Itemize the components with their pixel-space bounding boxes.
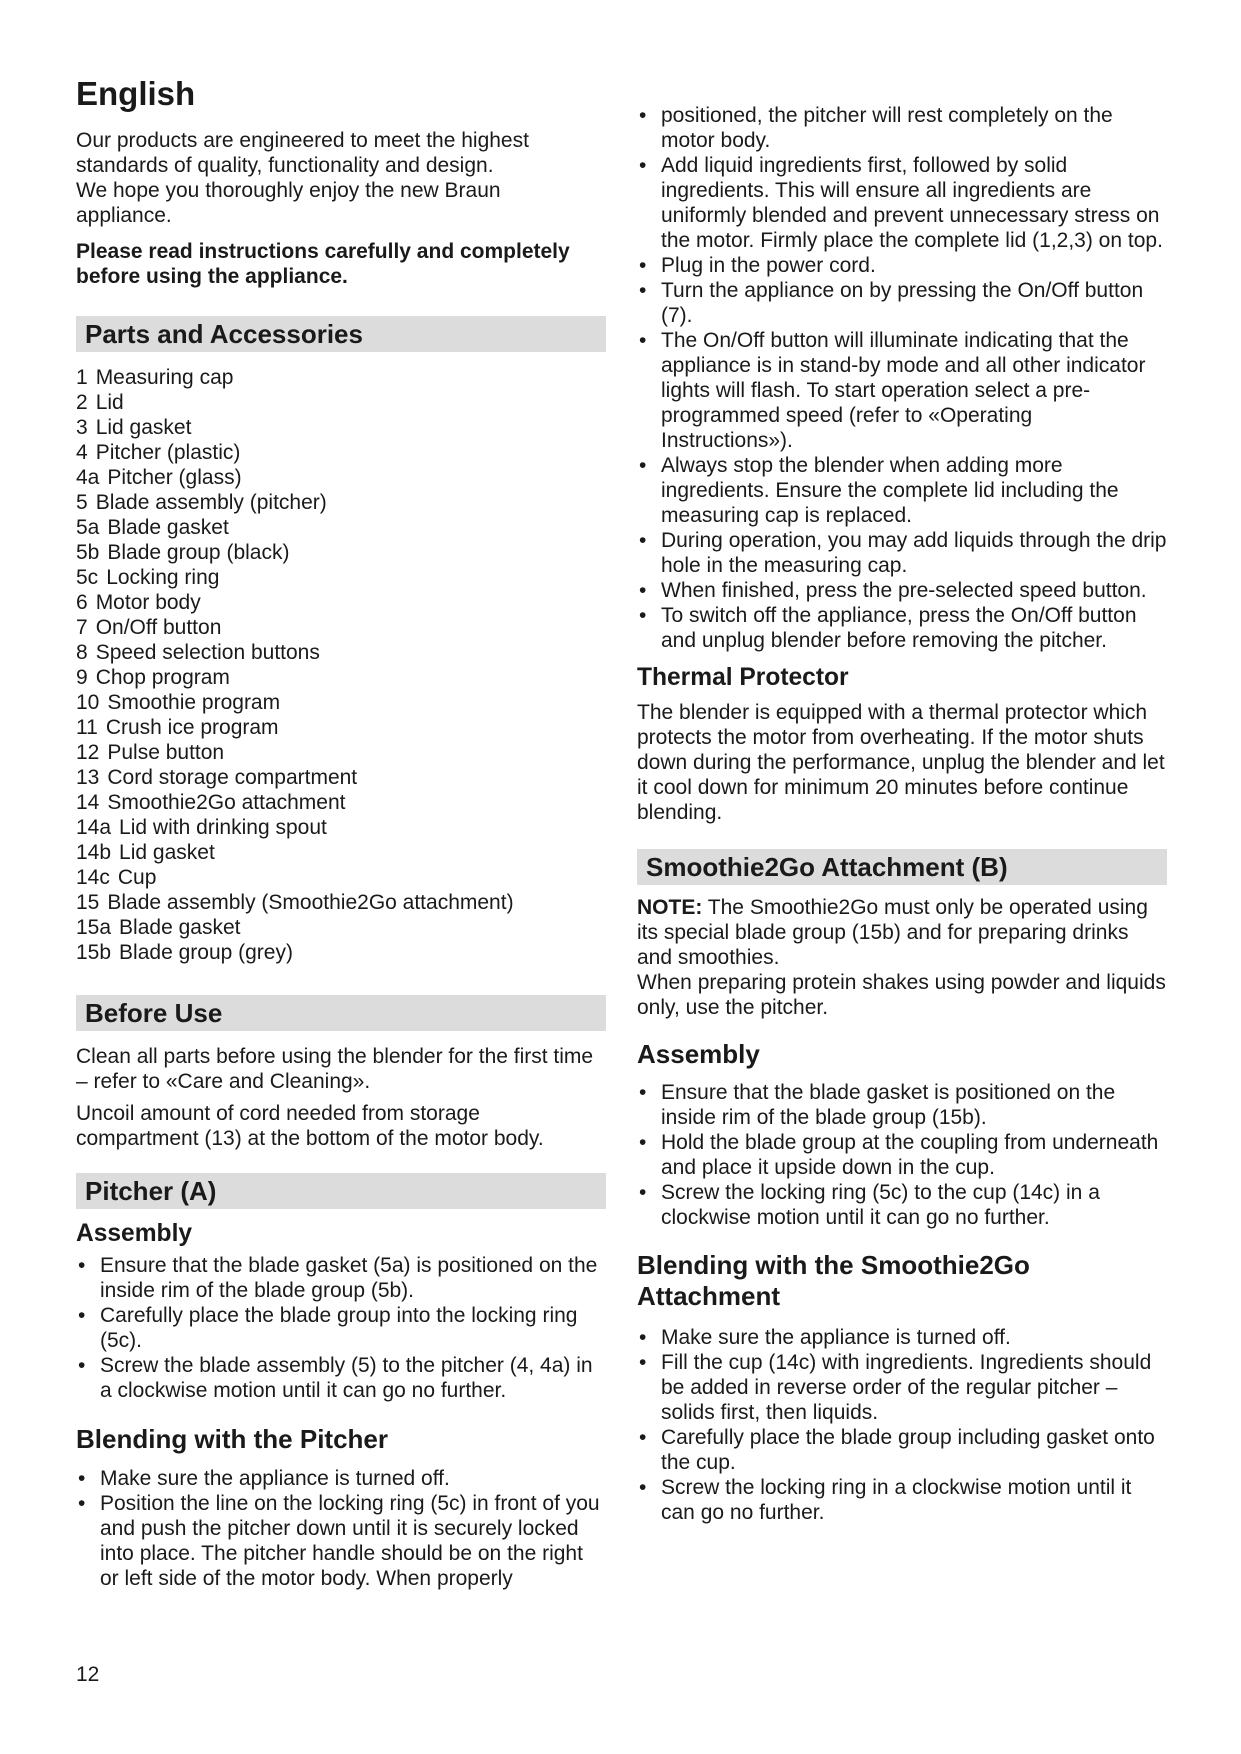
part-number: 3 xyxy=(76,416,88,439)
note-text: The Smoothie2Go must only be operated using its special blade group (15b) and for preparing drinks and smoothies. xyxy=(637,896,1148,969)
list-item: • The On/Off button will illuminate indicating that the appliance is in stand-by mode and all other indicator lights will flash. To start operation select a pre-programmed speed (refer to «Operating Instructions»). xyxy=(637,328,1167,453)
smoothie2go-assembly-heading: Assembly xyxy=(637,1039,760,1069)
intro-line: We hope you thoroughly enjoy the new Braun xyxy=(76,179,501,202)
part-label: Chop program xyxy=(95,666,230,689)
parts-list-item xyxy=(76,740,606,765)
list-item: • Screw the blade assembly (5) to the pitcher (4, 4a) in a clockwise motion until it can go no further. xyxy=(76,1353,606,1403)
part-label: Lid gasket xyxy=(119,841,215,864)
part-label: Cord storage compartment xyxy=(107,766,358,789)
parts-list-item xyxy=(76,940,606,965)
left-column xyxy=(76,128,606,1591)
part-label: Pulse button xyxy=(107,741,225,764)
part-number: 15 xyxy=(76,891,100,914)
part-number: 15a xyxy=(76,916,112,939)
part-number: 5b xyxy=(76,541,100,564)
note-label: NOTE: xyxy=(637,896,703,919)
list-item: • Add liquid ingredients first, followed by solid ingredients. This will ensure all ingredients are uniformly blended and prevent unnecessary stress on the motor. Firmly place the complete lid (1,2,3) on top. xyxy=(637,153,1167,253)
parts-list-item xyxy=(76,865,606,890)
part-number: 4a xyxy=(76,466,100,489)
part-label: Cup xyxy=(117,866,157,889)
parts-list-item xyxy=(76,815,606,840)
part-label: Measuring cap xyxy=(95,366,234,389)
parts-list-item xyxy=(76,590,606,615)
parts-list-item xyxy=(76,790,606,815)
part-label: Blade group (grey) xyxy=(119,941,293,964)
parts-list-item xyxy=(76,490,606,515)
part-number: 5a xyxy=(76,516,100,539)
parts-list xyxy=(76,365,606,965)
intro-line: appliance. xyxy=(76,204,172,227)
parts-list-item xyxy=(76,365,606,390)
list-item: • Plug in the power cord. xyxy=(637,253,1167,278)
blending-pitcher-heading: Blending with the Pitcher xyxy=(76,1424,389,1454)
list-item: • Screw the locking ring in a clockwise motion until it can go no further. xyxy=(637,1475,1167,1525)
smoothie2go-blending-heading: Blending with the Smoothie2Go Attachment xyxy=(637,1250,1030,1311)
part-number: 8 xyxy=(76,641,88,664)
smoothie2go-assembly-list xyxy=(637,1080,1167,1230)
part-label: Crush ice program xyxy=(105,716,279,739)
list-item: • Ensure that the blade gasket is positioned on the inside rim of the blade group (15b). xyxy=(637,1080,1167,1130)
part-number: 14c xyxy=(76,866,110,889)
list-item: • Always stop the blender when adding more ingredients. Ensure the complete lid including the measuring cap is replaced. xyxy=(637,453,1167,528)
smoothie2go-heading: Smoothie2Go Attachment (B) xyxy=(637,849,1167,885)
part-label: Lid xyxy=(95,391,124,414)
parts-list-item xyxy=(76,890,606,915)
part-number: 11 xyxy=(76,716,98,739)
page-title: English xyxy=(76,75,196,112)
parts-list-item xyxy=(76,690,606,715)
thermal-protector-text: The blender is equipped with a thermal protector which protects the motor from overheating. If the motor shuts down during the performance, unplug the blender and let it cool down for minimum 20 minutes before continue blending. xyxy=(637,701,1165,824)
parts-list-item xyxy=(76,640,606,665)
part-number: 13 xyxy=(76,766,100,789)
part-number: 14b xyxy=(76,841,112,864)
part-number: 2 xyxy=(76,391,88,414)
before-use-heading: Before Use xyxy=(76,995,606,1031)
part-label: Lid gasket xyxy=(95,416,192,439)
part-label: Smoothie program xyxy=(107,691,281,714)
intro-line: standards of quality, functionality and design. xyxy=(76,154,494,177)
part-label: Motor body xyxy=(95,591,201,614)
part-label: Pitcher (plastic) xyxy=(95,441,241,464)
part-number: 10 xyxy=(76,691,100,714)
part-number: 15b xyxy=(76,941,112,964)
part-label: Blade gasket xyxy=(119,916,241,939)
list-item: • Turn the appliance on by pressing the On/Off button (7). xyxy=(637,278,1167,328)
list-item: • Carefully place the blade group including gasket onto the cup. xyxy=(637,1425,1167,1475)
list-item-continued xyxy=(637,103,1167,153)
thermal-protector-heading: Thermal Protector xyxy=(637,664,849,691)
blending-pitcher-list-continued xyxy=(637,103,1167,653)
parts-list-item xyxy=(76,915,606,940)
parts-list-item xyxy=(76,540,606,565)
before-use-text: Clean all parts before using the blender for the first time – refer to «Care and Cleaning». xyxy=(76,1045,594,1093)
pitcher-assembly-heading: Assembly xyxy=(76,1220,193,1247)
part-number: 5c xyxy=(76,566,99,589)
read-instructions-note: Please read instructions carefully and completely before using the appliance. xyxy=(76,240,570,288)
part-label: Blade assembly (pitcher) xyxy=(95,491,327,514)
part-label: Blade assembly (Smoothie2Go attachment) xyxy=(107,891,514,914)
parts-list-item xyxy=(76,615,606,640)
list-item: • When finished, press the pre-selected speed button. xyxy=(637,578,1167,603)
parts-list-item xyxy=(76,465,606,490)
part-label: Smoothie2Go attachment xyxy=(107,791,346,814)
parts-list-item xyxy=(76,515,606,540)
part-label: Lid with drinking spout xyxy=(119,816,327,839)
pitcher-assembly-list xyxy=(76,1253,606,1403)
part-number: 1 xyxy=(76,366,88,389)
page-number: 12 xyxy=(76,1663,100,1686)
part-number: 5 xyxy=(76,491,88,514)
part-number: 12 xyxy=(76,741,100,764)
part-number: 4 xyxy=(76,441,88,464)
list-item: • Ensure that the blade gasket (5a) is positioned on the inside rim of the blade group (5b). xyxy=(76,1253,606,1303)
smoothie2go-blending-list xyxy=(637,1325,1167,1525)
blending-pitcher-list xyxy=(76,1466,606,1591)
part-label: Blade group (black) xyxy=(107,541,290,564)
part-number: 14a xyxy=(76,816,112,839)
list-item: • Hold the blade group at the coupling from underneath and place it upside down in the cup. xyxy=(637,1130,1167,1180)
part-number: 14 xyxy=(76,791,100,814)
part-label: Speed selection buttons xyxy=(95,641,320,664)
parts-list-item xyxy=(76,715,606,740)
before-use-text: Uncoil amount of cord needed from storage compartment (13) at the bottom of the motor body. xyxy=(76,1102,544,1150)
list-item-continued-text: • positioned, the pitcher will rest completely on the motor body. xyxy=(661,104,1113,152)
list-item: • Fill the cup (14c) with ingredients. Ingredients should be added in reverse order of the regular pitcher – solids first, then liquids. xyxy=(637,1350,1167,1425)
pitcher-heading: Pitcher (A) xyxy=(76,1173,606,1209)
part-number: 6 xyxy=(76,591,88,614)
parts-list-item xyxy=(76,565,606,590)
part-label: Pitcher (glass) xyxy=(107,466,242,489)
part-label: Blade gasket xyxy=(107,516,229,539)
smoothie2go-note xyxy=(637,895,1167,970)
part-number: 7 xyxy=(76,616,88,639)
intro-line: Our products are engineered to meet the highest xyxy=(76,129,529,152)
parts-heading: Parts and Accessories xyxy=(76,316,606,352)
list-item: • Carefully place the blade group into the locking ring (5c). xyxy=(76,1303,606,1353)
list-item: • To switch off the appliance, press the On/Off button and unplug blender before removing the pitcher. xyxy=(637,603,1167,653)
parts-list-item xyxy=(76,840,606,865)
parts-list-item xyxy=(76,415,606,440)
smoothie2go-note-2: When preparing protein shakes using powder and liquids only, use the pitcher. xyxy=(637,971,1166,1019)
parts-list-item xyxy=(76,440,606,465)
part-label: Locking ring xyxy=(106,566,220,589)
part-number: 9 xyxy=(76,666,88,689)
parts-list-item xyxy=(76,665,606,690)
list-item: • Make sure the appliance is turned off. xyxy=(76,1466,606,1491)
parts-list-item xyxy=(76,390,606,415)
list-item: • During operation, you may add liquids through the drip hole in the measuring cap. xyxy=(637,528,1167,578)
list-item: • Screw the locking ring (5c) to the cup (14c) in a clockwise motion until it can go no further. xyxy=(637,1180,1167,1230)
list-item: • Position the line on the locking ring (5c) in front of you and push the pitcher down until it is securely locked into place. The pitcher handle should be on the right or left side of the motor body. When properly xyxy=(76,1491,606,1591)
parts-list-item xyxy=(76,765,606,790)
right-column xyxy=(637,104,1167,1525)
list-item: • Make sure the appliance is turned off. xyxy=(637,1325,1167,1350)
part-label: On/Off button xyxy=(95,616,222,639)
